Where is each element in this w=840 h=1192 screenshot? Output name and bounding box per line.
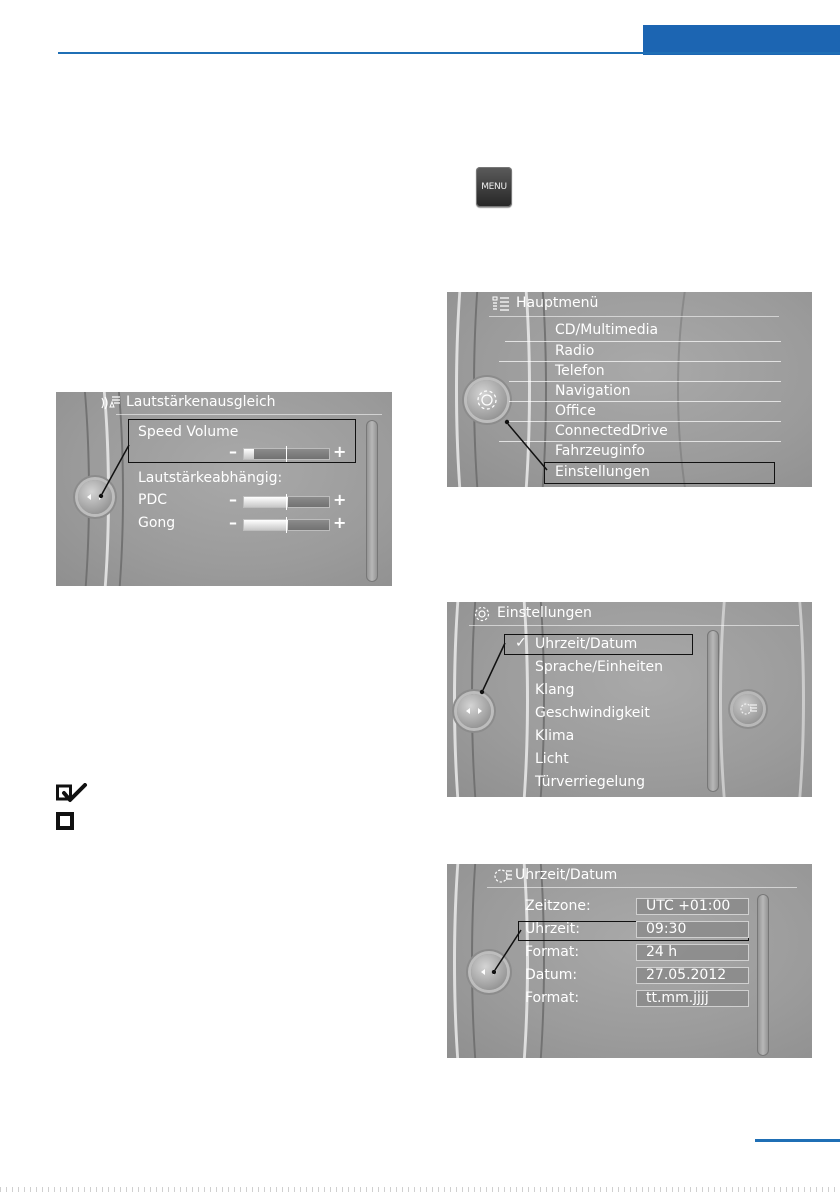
settings-item-tuerverriegelung[interactable]: Türverriegelung [535, 774, 645, 790]
menu-item-radio[interactable]: Radio [555, 343, 595, 359]
menu-item-fahrzeuginfo[interactable]: Fahrzeuginfo [555, 443, 645, 459]
menu-item-cd-multimedia[interactable]: CD/Multimedia [555, 322, 659, 338]
gong-label: Gong [138, 515, 176, 531]
settings-item-sprache-einheiten[interactable]: Sprache/Einheiten [535, 659, 663, 675]
main-menu-screen [447, 292, 812, 487]
menu-list-icon [492, 296, 510, 312]
controller-knob[interactable] [457, 694, 491, 728]
gong-slider-fill [244, 520, 288, 530]
section-label: Lautstärkeabhängig: [138, 470, 283, 486]
settings-item-klang[interactable]: Klang [535, 682, 575, 698]
options-icon [733, 694, 763, 724]
footer-rule [755, 1139, 840, 1142]
checkbox-empty-icon [56, 812, 74, 830]
field-label-datum: Datum: [525, 967, 578, 983]
title-divider [487, 887, 797, 888]
gong-minus[interactable]: – [229, 513, 237, 532]
field-value-time-format[interactable]: 24 h [636, 944, 749, 961]
settings-item-licht[interactable]: Licht [535, 751, 569, 767]
pdc-plus[interactable]: + [333, 490, 347, 509]
gong-plus[interactable]: + [333, 513, 347, 532]
selection-leader-line [487, 928, 527, 976]
time-date-screen [447, 864, 812, 1058]
pdc-slider-fill [244, 497, 288, 507]
row-divider [509, 381, 781, 382]
title-divider [469, 625, 799, 626]
screen-arc [677, 292, 812, 487]
scroll-track[interactable] [707, 630, 719, 792]
field-value-datum[interactable]: 27.05.2012 [636, 967, 749, 984]
pdc-label: PDC [138, 492, 167, 508]
print-crop-marks [0, 1187, 840, 1192]
menu-item-telefon[interactable]: Telefon [555, 363, 605, 379]
speed-volume-slider-fill [244, 449, 254, 459]
speed-volume-plus[interactable]: + [333, 442, 347, 461]
speed-volume-label: Speed Volume [138, 424, 239, 440]
slider-center-mark [286, 517, 287, 533]
scroll-track[interactable] [757, 894, 769, 1056]
title-divider [489, 316, 779, 317]
left-right-arrows-icon [457, 694, 491, 728]
pdc-slider[interactable] [243, 496, 330, 508]
gear-icon [473, 605, 491, 623]
field-label-zeitzone: Zeitzone: [525, 898, 591, 914]
pdc-minus[interactable]: – [229, 490, 237, 509]
row-divider [499, 361, 781, 362]
checkmark-icon: ✓ [515, 635, 527, 651]
menu-button-icon[interactable]: MENU [476, 167, 512, 207]
row-divider [505, 341, 781, 342]
speed-volume-slider[interactable] [243, 448, 330, 460]
field-label-date-format: Format: [525, 990, 580, 1006]
settings-item-uhrzeit-datum[interactable]: Uhrzeit/Datum [535, 636, 638, 652]
header-rule [58, 52, 840, 54]
options-knob[interactable] [733, 694, 763, 724]
speed-volume-minus[interactable]: – [229, 442, 237, 461]
screen-title: Uhrzeit/Datum [515, 867, 618, 883]
speaker-wave-icon [100, 395, 120, 411]
scroll-track[interactable] [366, 420, 378, 582]
settings-item-klima[interactable]: Klima [535, 728, 575, 744]
controller-knob[interactable] [467, 380, 507, 420]
gong-slider[interactable] [243, 519, 330, 531]
menu-item-einstellungen[interactable]: Einstellungen [555, 464, 650, 480]
menu-item-office[interactable]: Office [555, 403, 596, 419]
slider-center-mark [286, 446, 287, 462]
gear-icon [467, 380, 507, 420]
clock-gear-icon [493, 867, 513, 885]
field-value-uhrzeit[interactable]: 09:30 [636, 921, 749, 938]
checkbox-checked-icon [56, 783, 88, 803]
screen-title: Einstellungen [497, 605, 592, 621]
menu-item-navigation[interactable]: Navigation [555, 383, 631, 399]
settings-item-geschwindigkeit[interactable]: Geschwindigkeit [535, 705, 650, 721]
title-divider [116, 414, 382, 415]
field-label-uhrzeit: Uhrzeit: [525, 921, 580, 937]
field-label-format: Format: [525, 944, 580, 960]
row-divider [509, 401, 781, 402]
slider-center-mark [286, 494, 287, 510]
header-chapter-tab [643, 25, 840, 55]
screen-title: Lautstärkenausgleich [126, 394, 276, 410]
selection-leader-line [503, 418, 551, 474]
selection-leader-line [477, 640, 511, 696]
settings-screen [447, 602, 812, 797]
volume-compensation-screen [56, 392, 392, 586]
screen-title: Hauptmenü [516, 295, 599, 311]
selection-leader-line [96, 442, 136, 502]
menu-item-connecteddrive[interactable]: ConnectedDrive [555, 423, 668, 439]
field-value-date-format[interactable]: tt.mm.jjjj [636, 990, 749, 1007]
field-value-zeitzone[interactable]: UTC +01:00 [636, 898, 749, 915]
